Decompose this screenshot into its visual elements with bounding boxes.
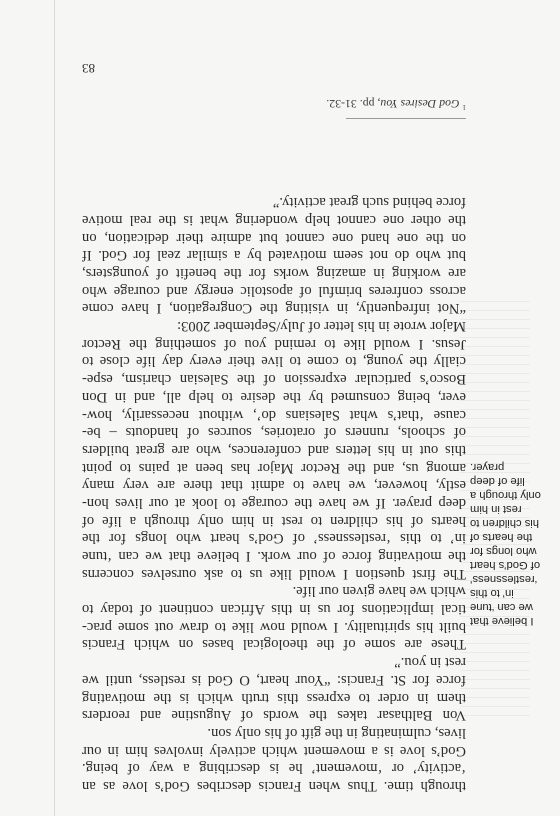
body-line: Bosco’s particular expression of the Salesian charism, espe-: [82, 371, 466, 388]
body-line: tical implications for us in this African continent of today to: [82, 601, 466, 618]
body-text: [82, 193, 466, 794]
pull-quote-line: of God’s heart: [470, 559, 541, 571]
body-line: through time. Thus when Francis describes God’s love as an: [82, 778, 466, 794]
body-line: lives, culminating in the gift of his only son.: [207, 724, 466, 741]
page-number: 83: [82, 61, 95, 76]
body-line: hearts of his children to rest in him only through a life of: [82, 512, 466, 529]
pull-quote-line: life of deep: [470, 475, 525, 487]
pull-quote-line: rest in him: [470, 503, 522, 515]
pull-quote-line: I believe that: [470, 615, 534, 627]
body-line: the motivating force of our work. I believe that we can ‘tune: [82, 548, 466, 565]
body-line: Major wrote in his letter of July/September 2003:: [177, 318, 466, 335]
body-line: this out in his letters and conferences, who are great builders: [82, 441, 466, 458]
body-line: The first question I would like us to ask ourselves concerns: [82, 565, 466, 582]
body-line: them in order to express this truth which is the motivating: [82, 689, 466, 706]
pull-quote-line: his children to: [470, 517, 540, 529]
body-line: force for St. Francis: “Your heart, O God is restless, until we: [82, 671, 466, 688]
body-line: which we have given our life.: [292, 583, 466, 600]
body-line: on the one hand one cannot but admire their dedication, on: [82, 229, 466, 246]
body-line: but who do not seem motivated by a similar zeal for God. If: [82, 247, 466, 264]
body-line: cause ‘that’s what Salesians do’, without necessarily, how-: [82, 406, 466, 423]
body-line: ‘activity’ or ‘movement’ he is describing a way of being.: [82, 760, 466, 777]
body-line: across confreres brimful of apostolic energy and courage who: [82, 282, 466, 299]
footnote-pages: pp. 31-32.: [326, 97, 378, 112]
body-line: force behind such great activity.”: [272, 194, 466, 211]
body-line: deep prayer. If we have the courage to look at our lives hon-: [82, 495, 466, 511]
body-line: “Not infrequently, in visiting the Congregation, I have come: [82, 300, 466, 317]
pull-quote: [470, 460, 550, 628]
pull-quote-line: only through a: [470, 489, 541, 501]
footnote: [82, 97, 466, 114]
body-line: among us, and the Rector Major has been at pains to point: [82, 459, 466, 476]
pull-quote-line: in’ to this: [470, 587, 514, 599]
body-line: God’s love is a movement which actively involves him in our: [82, 742, 466, 759]
body-line: the other one cannot help wondering what is the real motive: [82, 212, 466, 228]
page-margin-line: [54, 0, 55, 816]
body-line: in’ to this ‘restlessness’ of God’s heart who longs for the: [82, 530, 466, 547]
body-line: rest in you.”: [394, 654, 466, 671]
body-line: of schools, runners of oratories, sources of handouts – be-: [82, 424, 466, 441]
pull-quote-line: ‘restlessness’: [470, 573, 538, 585]
pull-quote-line: we can ‘tune: [470, 601, 533, 613]
footnote-marker: 1: [462, 103, 466, 111]
pull-quote-line: the hearts of: [470, 531, 533, 543]
body-line: estly, however, we have to admit that there are very many: [82, 477, 466, 494]
footnote-title: God Desires You,: [377, 97, 460, 112]
body-line: ever, being consumed by the desire to help all, and in Don: [82, 388, 466, 405]
body-line: are working in amazing works for the benefit of youngsters,: [82, 265, 466, 282]
body-line: cially the young, to come to live their every day life close to: [82, 353, 466, 370]
body-line: Von Balthasar takes the words of Augustine and reorders: [82, 707, 466, 724]
body-line: Jesus. I would like to remind you of something the Rector: [82, 335, 466, 352]
pull-quote-line: prayer.: [470, 461, 505, 473]
body-line: built his spirituality. I would now like to draw out some prac-: [82, 618, 466, 635]
footnote-rule: [346, 118, 466, 119]
body-line: These are some of the theological bases on which Francis: [82, 636, 466, 653]
pull-quote-line: who longs for: [470, 545, 537, 557]
